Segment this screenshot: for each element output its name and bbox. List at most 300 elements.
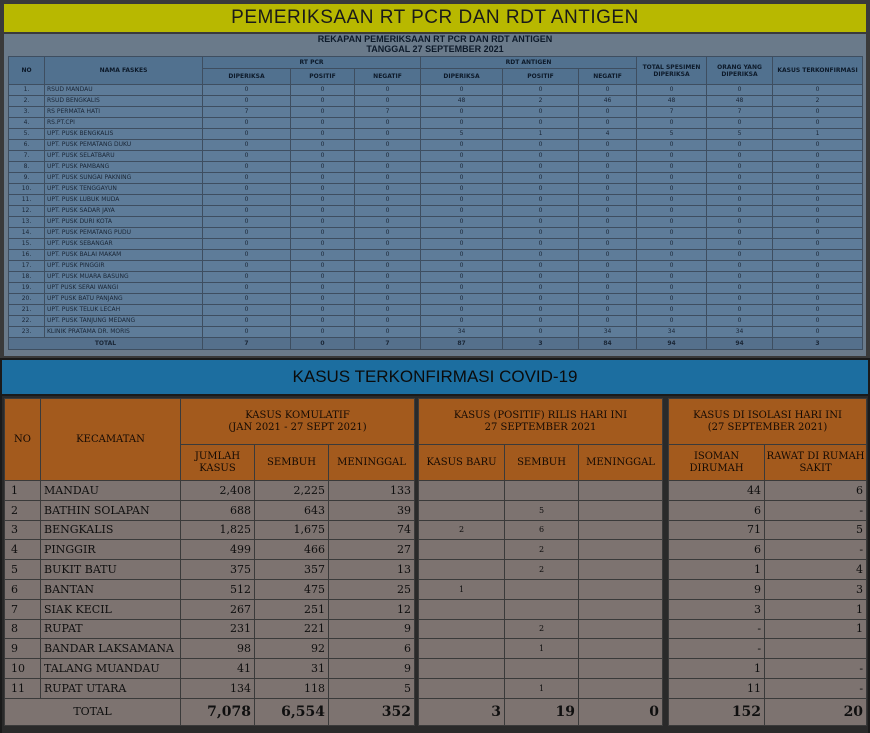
cell-pcr-diperiksa: 0 bbox=[203, 283, 291, 294]
cell-pcr-diperiksa: 0 bbox=[203, 261, 291, 272]
cell-pcr-negatif: 7 bbox=[355, 107, 421, 118]
table-row bbox=[9, 184, 863, 195]
cell-pcr-negatif: 0 bbox=[355, 118, 421, 129]
table-row bbox=[9, 261, 863, 272]
cell-rdt-diperiksa: 48 bbox=[421, 96, 503, 107]
col-kasus-terkonfirmasi: KASUS TERKONFIRMASI bbox=[773, 57, 863, 85]
cell-no: 11 bbox=[5, 678, 41, 698]
cell-isoman: 9 bbox=[669, 579, 765, 599]
table-row bbox=[5, 560, 867, 580]
cell-jumlah-kasus: 98 bbox=[181, 639, 255, 659]
cell-rdt-negatif: 34 bbox=[579, 327, 637, 338]
cell-rdt-positif: 0 bbox=[503, 206, 579, 217]
cell-rdt-diperiksa: 0 bbox=[421, 228, 503, 239]
cell-rdt-positif: 0 bbox=[503, 294, 579, 305]
cell-rdt-positif: 0 bbox=[503, 305, 579, 316]
cell-pcr-negatif: 0 bbox=[355, 162, 421, 173]
cell-kasus-terkonfirmasi: 0 bbox=[773, 228, 863, 239]
cell-no: 4. bbox=[9, 118, 45, 129]
cell-no: 22. bbox=[9, 316, 45, 327]
cell-total-spesimen: 0 bbox=[637, 85, 707, 96]
cell-kasus-terkonfirmasi: 0 bbox=[773, 217, 863, 228]
cell-rdt-diperiksa: 0 bbox=[421, 195, 503, 206]
cell-pcr-diperiksa: 0 bbox=[203, 250, 291, 261]
cell-sembuh: 357 bbox=[255, 560, 329, 580]
col-group-rilis bbox=[419, 399, 663, 445]
cell-rdt-diperiksa: 0 bbox=[421, 250, 503, 261]
cell-rdt-diperiksa: 0 bbox=[421, 305, 503, 316]
rilis-date: 27 SEPTEMBER 2021 bbox=[484, 421, 597, 433]
covid-table-body bbox=[5, 481, 867, 726]
cell-isoman: 1 bbox=[669, 560, 765, 580]
cell-sembuh: 466 bbox=[255, 540, 329, 560]
cell-jumlah-kasus: 688 bbox=[181, 500, 255, 520]
total-meninggal: 352 bbox=[329, 698, 415, 725]
cell-no: 5. bbox=[9, 129, 45, 140]
cell-pcr-diperiksa: 0 bbox=[203, 217, 291, 228]
cell-kecamatan: RUPAT bbox=[41, 619, 181, 639]
cell-kecamatan: RUPAT UTARA bbox=[41, 678, 181, 698]
cell-pcr-negatif: 0 bbox=[355, 250, 421, 261]
cell-kasus-terkonfirmasi: 0 bbox=[773, 327, 863, 338]
cell-pcr-negatif: 0 bbox=[355, 327, 421, 338]
cell-no: 9 bbox=[5, 639, 41, 659]
cell-pcr-diperiksa: 0 bbox=[203, 151, 291, 162]
cell-total-spesimen: 0 bbox=[637, 173, 707, 184]
cell-pcr-negatif: 0 bbox=[355, 283, 421, 294]
cell-isoman: - bbox=[669, 639, 765, 659]
cell-sembuh-hari-ini: 1 bbox=[505, 639, 579, 659]
cell-sembuh: 118 bbox=[255, 678, 329, 698]
total-orang-diperiksa: 94 bbox=[707, 338, 773, 350]
cell-orang-diperiksa: 0 bbox=[707, 283, 773, 294]
cell-pcr-negatif: 0 bbox=[355, 173, 421, 184]
cell-meninggal: 6 bbox=[329, 639, 415, 659]
cell-kasus-terkonfirmasi: 0 bbox=[773, 151, 863, 162]
cell-rdt-diperiksa: 0 bbox=[421, 261, 503, 272]
cell-kecamatan: MANDAU bbox=[41, 481, 181, 501]
cell-kasus-baru: 2 bbox=[419, 520, 505, 540]
cell-kasus-terkonfirmasi: 0 bbox=[773, 107, 863, 118]
cell-rdt-positif: 0 bbox=[503, 250, 579, 261]
cell-total-spesimen: 0 bbox=[637, 206, 707, 217]
cell-nama-faskes: UPT PUSK SERAI WANGI bbox=[45, 283, 203, 294]
table-row bbox=[9, 316, 863, 327]
cell-pcr-negatif: 0 bbox=[355, 316, 421, 327]
cell-kasus-terkonfirmasi: 0 bbox=[773, 173, 863, 184]
col-group-rdt: RDT ANTIGEN bbox=[421, 57, 637, 69]
total-rdt-diperiksa: 87 bbox=[421, 338, 503, 350]
col-group-isolasi bbox=[669, 399, 867, 445]
cell-rdt-diperiksa: 0 bbox=[421, 239, 503, 250]
cell-isoman: - bbox=[669, 619, 765, 639]
cell-rdt-positif: 0 bbox=[503, 184, 579, 195]
cell-orang-diperiksa: 7 bbox=[707, 107, 773, 118]
col-nama-faskes: NAMA FASKES bbox=[45, 57, 203, 85]
cell-rdt-negatif: 0 bbox=[579, 151, 637, 162]
col-no: NO bbox=[5, 399, 41, 481]
cell-pcr-positif: 0 bbox=[291, 206, 355, 217]
cell-nama-faskes: UPT. PUSK PINGGIR bbox=[45, 261, 203, 272]
cell-pcr-diperiksa: 0 bbox=[203, 173, 291, 184]
cell-no: 3. bbox=[9, 107, 45, 118]
cell-rawat-rs: 6 bbox=[765, 481, 867, 501]
cell-kasus-terkonfirmasi: 0 bbox=[773, 118, 863, 129]
total-sembuh: 6,554 bbox=[255, 698, 329, 725]
cell-pcr-negatif: 0 bbox=[355, 272, 421, 283]
cell-meninggal-hari-ini bbox=[579, 639, 663, 659]
cell-pcr-negatif: 0 bbox=[355, 228, 421, 239]
cell-pcr-positif: 0 bbox=[291, 173, 355, 184]
cell-orang-diperiksa: 0 bbox=[707, 173, 773, 184]
cell-pcr-positif: 0 bbox=[291, 85, 355, 96]
cell-kasus-terkonfirmasi: 0 bbox=[773, 195, 863, 206]
pcr-rdt-table bbox=[8, 56, 863, 350]
cell-pcr-positif: 0 bbox=[291, 228, 355, 239]
cell-total-spesimen: 0 bbox=[637, 217, 707, 228]
cell-orang-diperiksa: 0 bbox=[707, 162, 773, 173]
covid-table bbox=[4, 398, 867, 726]
cell-meninggal: 13 bbox=[329, 560, 415, 580]
cell-rdt-diperiksa: 0 bbox=[421, 206, 503, 217]
cell-pcr-positif: 0 bbox=[291, 272, 355, 283]
cell-meninggal-hari-ini bbox=[579, 619, 663, 639]
cell-kasus-terkonfirmasi: 0 bbox=[773, 162, 863, 173]
cell-meninggal-hari-ini bbox=[579, 599, 663, 619]
cell-rawat-rs bbox=[765, 639, 867, 659]
cell-meninggal-hari-ini bbox=[579, 540, 663, 560]
cell-rdt-negatif: 0 bbox=[579, 118, 637, 129]
cell-nama-faskes: UPT. PUSK BENGKALIS bbox=[45, 129, 203, 140]
cell-rdt-negatif: 0 bbox=[579, 316, 637, 327]
cell-pcr-positif: 0 bbox=[291, 96, 355, 107]
cell-rdt-positif: 2 bbox=[503, 96, 579, 107]
cell-kasus-terkonfirmasi: 0 bbox=[773, 316, 863, 327]
cell-nama-faskes: RS.PT.CPI bbox=[45, 118, 203, 129]
cell-nama-faskes: UPT. PUSK SUNGAI PAKNING bbox=[45, 173, 203, 184]
cell-rdt-diperiksa: 0 bbox=[421, 107, 503, 118]
cell-pcr-diperiksa: 0 bbox=[203, 140, 291, 151]
table-row bbox=[5, 540, 867, 560]
table-row bbox=[9, 118, 863, 129]
cell-rdt-positif: 1 bbox=[503, 129, 579, 140]
cell-rdt-positif: 0 bbox=[503, 217, 579, 228]
total-rdt-positif: 3 bbox=[503, 338, 579, 350]
cell-pcr-positif: 0 bbox=[291, 316, 355, 327]
col-rdt-positif: POSITIF bbox=[503, 69, 579, 85]
cell-meninggal: 5 bbox=[329, 678, 415, 698]
cell-pcr-positif: 0 bbox=[291, 239, 355, 250]
cell-pcr-diperiksa: 7 bbox=[203, 107, 291, 118]
table-row bbox=[9, 294, 863, 305]
cell-no: 19. bbox=[9, 283, 45, 294]
cell-rdt-positif: 0 bbox=[503, 162, 579, 173]
cell-kasus-terkonfirmasi: 2 bbox=[773, 96, 863, 107]
subtitle-line-1: REKAPAN PEMERIKSAAN RT PCR DAN RDT ANTIGEN bbox=[317, 34, 553, 44]
col-pcr-diperiksa: DIPERIKSA bbox=[203, 69, 291, 85]
col-no: NO bbox=[9, 57, 45, 85]
total-rawat-rs: 20 bbox=[765, 698, 867, 725]
col-rawat-rs: RAWAT DI RUMAH SAKIT bbox=[765, 445, 867, 481]
cell-pcr-negatif: 0 bbox=[355, 217, 421, 228]
cell-rdt-negatif: 0 bbox=[579, 162, 637, 173]
cell-nama-faskes: KLINIK PRATAMA DR. MORIS bbox=[45, 327, 203, 338]
col-rdt-diperiksa: DIPERIKSA bbox=[421, 69, 503, 85]
col-orang-diperiksa: ORANG YANG DIPERIKSA bbox=[707, 57, 773, 85]
cell-orang-diperiksa: 0 bbox=[707, 184, 773, 195]
rilis-label: KASUS (POSITIF) RILIS HARI INI bbox=[453, 409, 628, 421]
cell-rdt-positif: 0 bbox=[503, 261, 579, 272]
cell-sembuh-hari-ini bbox=[505, 659, 579, 679]
table-row bbox=[9, 85, 863, 96]
cell-no: 9. bbox=[9, 173, 45, 184]
cell-sembuh: 92 bbox=[255, 639, 329, 659]
cell-pcr-negatif: 0 bbox=[355, 151, 421, 162]
table-row bbox=[5, 619, 867, 639]
total-pcr-diperiksa: 7 bbox=[203, 338, 291, 350]
cell-sembuh: 475 bbox=[255, 579, 329, 599]
cell-pcr-positif: 0 bbox=[291, 283, 355, 294]
cell-rdt-negatif: 0 bbox=[579, 250, 637, 261]
cell-pcr-negatif: 0 bbox=[355, 261, 421, 272]
cell-rdt-positif: 0 bbox=[503, 140, 579, 151]
cell-sembuh: 643 bbox=[255, 500, 329, 520]
cell-rdt-positif: 0 bbox=[503, 107, 579, 118]
cell-pcr-diperiksa: 0 bbox=[203, 96, 291, 107]
cell-rdt-diperiksa: 0 bbox=[421, 283, 503, 294]
cell-pcr-positif: 0 bbox=[291, 305, 355, 316]
cell-rdt-negatif: 0 bbox=[579, 294, 637, 305]
cell-total-spesimen: 34 bbox=[637, 327, 707, 338]
cell-no: 7. bbox=[9, 151, 45, 162]
cell-orang-diperiksa: 0 bbox=[707, 294, 773, 305]
cell-meninggal-hari-ini bbox=[579, 560, 663, 580]
cell-sembuh-hari-ini bbox=[505, 481, 579, 501]
cell-rdt-positif: 0 bbox=[503, 173, 579, 184]
cell-rdt-negatif: 0 bbox=[579, 206, 637, 217]
cell-jumlah-kasus: 134 bbox=[181, 678, 255, 698]
cell-pcr-negatif: 0 bbox=[355, 294, 421, 305]
table-row bbox=[9, 272, 863, 283]
cell-rdt-negatif: 0 bbox=[579, 261, 637, 272]
cell-meninggal: 9 bbox=[329, 659, 415, 679]
cell-rdt-diperiksa: 0 bbox=[421, 272, 503, 283]
cell-kecamatan: PINGGIR bbox=[41, 540, 181, 560]
cell-kasus-baru bbox=[419, 599, 505, 619]
cell-rdt-negatif: 0 bbox=[579, 239, 637, 250]
cell-orang-diperiksa: 0 bbox=[707, 217, 773, 228]
cell-rdt-negatif: 0 bbox=[579, 283, 637, 294]
cell-orang-diperiksa: 0 bbox=[707, 228, 773, 239]
cell-rdt-negatif: 4 bbox=[579, 129, 637, 140]
cell-nama-faskes: UPT. PUSK MUARA BASUNG bbox=[45, 272, 203, 283]
cell-pcr-positif: 0 bbox=[291, 107, 355, 118]
cell-rdt-diperiksa: 5 bbox=[421, 129, 503, 140]
cell-rdt-diperiksa: 0 bbox=[421, 294, 503, 305]
col-sembuh-hari-ini: SEMBUH bbox=[505, 445, 579, 481]
cell-total-spesimen: 0 bbox=[637, 294, 707, 305]
total-jumlah-kasus: 7,078 bbox=[181, 698, 255, 725]
cell-nama-faskes: UPT. PUSK TELUK LECAH bbox=[45, 305, 203, 316]
cell-sembuh-hari-ini bbox=[505, 599, 579, 619]
cell-sembuh: 251 bbox=[255, 599, 329, 619]
table-row bbox=[9, 173, 863, 184]
table-row bbox=[9, 239, 863, 250]
cell-orang-diperiksa: 5 bbox=[707, 129, 773, 140]
cell-sembuh: 221 bbox=[255, 619, 329, 639]
cell-rdt-positif: 0 bbox=[503, 239, 579, 250]
cell-sembuh: 31 bbox=[255, 659, 329, 679]
cell-meninggal: 12 bbox=[329, 599, 415, 619]
cell-rawat-rs: 3 bbox=[765, 579, 867, 599]
cell-pcr-positif: 0 bbox=[291, 327, 355, 338]
cell-kasus-terkonfirmasi: 0 bbox=[773, 206, 863, 217]
cell-pcr-positif: 0 bbox=[291, 261, 355, 272]
table-row bbox=[5, 639, 867, 659]
cell-rdt-positif: 0 bbox=[503, 118, 579, 129]
cell-rdt-negatif: 0 bbox=[579, 107, 637, 118]
cell-pcr-diperiksa: 0 bbox=[203, 85, 291, 96]
cell-orang-diperiksa: 48 bbox=[707, 96, 773, 107]
cell-nama-faskes: UPT. PUSK SELATBARU bbox=[45, 151, 203, 162]
pcr-rdt-subtitle bbox=[8, 34, 862, 56]
cell-rdt-diperiksa: 0 bbox=[421, 140, 503, 151]
cell-pcr-diperiksa: 0 bbox=[203, 316, 291, 327]
cell-pcr-diperiksa: 0 bbox=[203, 239, 291, 250]
cell-total-spesimen: 0 bbox=[637, 316, 707, 327]
cell-isoman: 1 bbox=[669, 659, 765, 679]
cell-pcr-negatif: 0 bbox=[355, 206, 421, 217]
cell-nama-faskes: RS PERMATA HATI bbox=[45, 107, 203, 118]
cell-rdt-negatif: 0 bbox=[579, 217, 637, 228]
cell-no: 23. bbox=[9, 327, 45, 338]
col-pcr-positif: POSITIF bbox=[291, 69, 355, 85]
cell-pcr-diperiksa: 0 bbox=[203, 162, 291, 173]
cell-kasus-baru bbox=[419, 540, 505, 560]
cell-orang-diperiksa: 0 bbox=[707, 140, 773, 151]
cell-no: 13. bbox=[9, 217, 45, 228]
cell-pcr-positif: 0 bbox=[291, 294, 355, 305]
cell-pcr-diperiksa: 0 bbox=[203, 228, 291, 239]
cell-kasus-terkonfirmasi: 0 bbox=[773, 140, 863, 151]
cell-jumlah-kasus: 375 bbox=[181, 560, 255, 580]
col-jumlah-kasus: JUMLAH KASUS bbox=[181, 445, 255, 481]
cell-nama-faskes: UPT. PUSK BALAI MAKAM bbox=[45, 250, 203, 261]
cell-no: 1 bbox=[5, 481, 41, 501]
cell-kecamatan: BANDAR LAKSAMANA bbox=[41, 639, 181, 659]
total-pcr-positif: 0 bbox=[291, 338, 355, 350]
cell-kasus-terkonfirmasi: 0 bbox=[773, 85, 863, 96]
cell-sembuh-hari-ini: 2 bbox=[505, 540, 579, 560]
col-group-kumulatif bbox=[181, 399, 415, 445]
cell-kecamatan: TALANG MUANDAU bbox=[41, 659, 181, 679]
total-label: TOTAL bbox=[9, 338, 203, 350]
cell-isoman: 6 bbox=[669, 540, 765, 560]
cell-meninggal: 39 bbox=[329, 500, 415, 520]
cell-nama-faskes: UPT PUSK BATU PANJANG bbox=[45, 294, 203, 305]
cell-rdt-diperiksa: 0 bbox=[421, 118, 503, 129]
table-row bbox=[5, 520, 867, 540]
col-group-rtpcr: RT PCR bbox=[203, 57, 421, 69]
cell-rdt-positif: 0 bbox=[503, 228, 579, 239]
cell-no: 10 bbox=[5, 659, 41, 679]
cell-total-spesimen: 0 bbox=[637, 228, 707, 239]
cell-kasus-terkonfirmasi: 0 bbox=[773, 261, 863, 272]
cell-pcr-diperiksa: 0 bbox=[203, 305, 291, 316]
cell-rdt-negatif: 0 bbox=[579, 228, 637, 239]
cell-meninggal: 25 bbox=[329, 579, 415, 599]
cell-jumlah-kasus: 2,408 bbox=[181, 481, 255, 501]
col-meninggal: MENINGGAL bbox=[329, 445, 415, 481]
cell-nama-faskes: UPT. PUSK PEMATANG PUDU bbox=[45, 228, 203, 239]
cell-kasus-baru bbox=[419, 500, 505, 520]
cell-orang-diperiksa: 0 bbox=[707, 272, 773, 283]
cell-kasus-terkonfirmasi: 0 bbox=[773, 305, 863, 316]
cell-rawat-rs: - bbox=[765, 659, 867, 679]
cell-pcr-diperiksa: 0 bbox=[203, 327, 291, 338]
cell-pcr-diperiksa: 0 bbox=[203, 272, 291, 283]
pcr-rdt-panel bbox=[4, 34, 866, 356]
cell-rawat-rs: - bbox=[765, 678, 867, 698]
table-row bbox=[9, 162, 863, 173]
cell-orang-diperiksa: 0 bbox=[707, 250, 773, 261]
table-row bbox=[9, 327, 863, 338]
cell-kasus-terkonfirmasi: 0 bbox=[773, 250, 863, 261]
cell-meninggal: 133 bbox=[329, 481, 415, 501]
cell-no: 2. bbox=[9, 96, 45, 107]
cell-pcr-diperiksa: 0 bbox=[203, 294, 291, 305]
cell-total-spesimen: 0 bbox=[637, 283, 707, 294]
cell-pcr-negatif: 0 bbox=[355, 195, 421, 206]
cell-total-spesimen: 0 bbox=[637, 195, 707, 206]
table-row bbox=[9, 151, 863, 162]
cell-rawat-rs: - bbox=[765, 500, 867, 520]
table-row bbox=[9, 195, 863, 206]
cell-rdt-positif: 0 bbox=[503, 327, 579, 338]
cell-rdt-diperiksa: 34 bbox=[421, 327, 503, 338]
cell-sembuh-hari-ini: 1 bbox=[505, 678, 579, 698]
table-row bbox=[5, 500, 867, 520]
cell-jumlah-kasus: 512 bbox=[181, 579, 255, 599]
cell-no: 6. bbox=[9, 140, 45, 151]
col-isoman: ISOMAN DIRUMAH bbox=[669, 445, 765, 481]
cell-pcr-negatif: 0 bbox=[355, 96, 421, 107]
cell-total-spesimen: 7 bbox=[637, 107, 707, 118]
total-total-spesimen: 94 bbox=[637, 338, 707, 350]
cell-isoman: 44 bbox=[669, 481, 765, 501]
cell-no: 20. bbox=[9, 294, 45, 305]
covid-section bbox=[2, 396, 868, 733]
cell-jumlah-kasus: 231 bbox=[181, 619, 255, 639]
pcr-rdt-title: PEMERIKSAAN RT PCR DAN RDT ANTIGEN bbox=[4, 4, 866, 32]
subtitle-line-2: TANGGAL 27 SEPTEMBER 2021 bbox=[366, 44, 504, 54]
cell-orang-diperiksa: 0 bbox=[707, 261, 773, 272]
cell-meninggal: 9 bbox=[329, 619, 415, 639]
cell-meninggal: 27 bbox=[329, 540, 415, 560]
cell-isoman: 3 bbox=[669, 599, 765, 619]
cell-rdt-positif: 0 bbox=[503, 151, 579, 162]
cell-pcr-positif: 0 bbox=[291, 217, 355, 228]
cell-rdt-diperiksa: 0 bbox=[421, 173, 503, 184]
cell-sembuh-hari-ini: 5 bbox=[505, 500, 579, 520]
cell-nama-faskes: UPT. PUSK SADAR JAYA bbox=[45, 206, 203, 217]
table-row bbox=[9, 228, 863, 239]
kumulatif-label: KASUS KOMULATIF bbox=[245, 409, 350, 421]
total-kasus-terkonfirmasi: 3 bbox=[773, 338, 863, 350]
cell-meninggal-hari-ini bbox=[579, 481, 663, 501]
total-sembuh-hari-ini: 19 bbox=[505, 698, 579, 725]
cell-pcr-negatif: 0 bbox=[355, 239, 421, 250]
